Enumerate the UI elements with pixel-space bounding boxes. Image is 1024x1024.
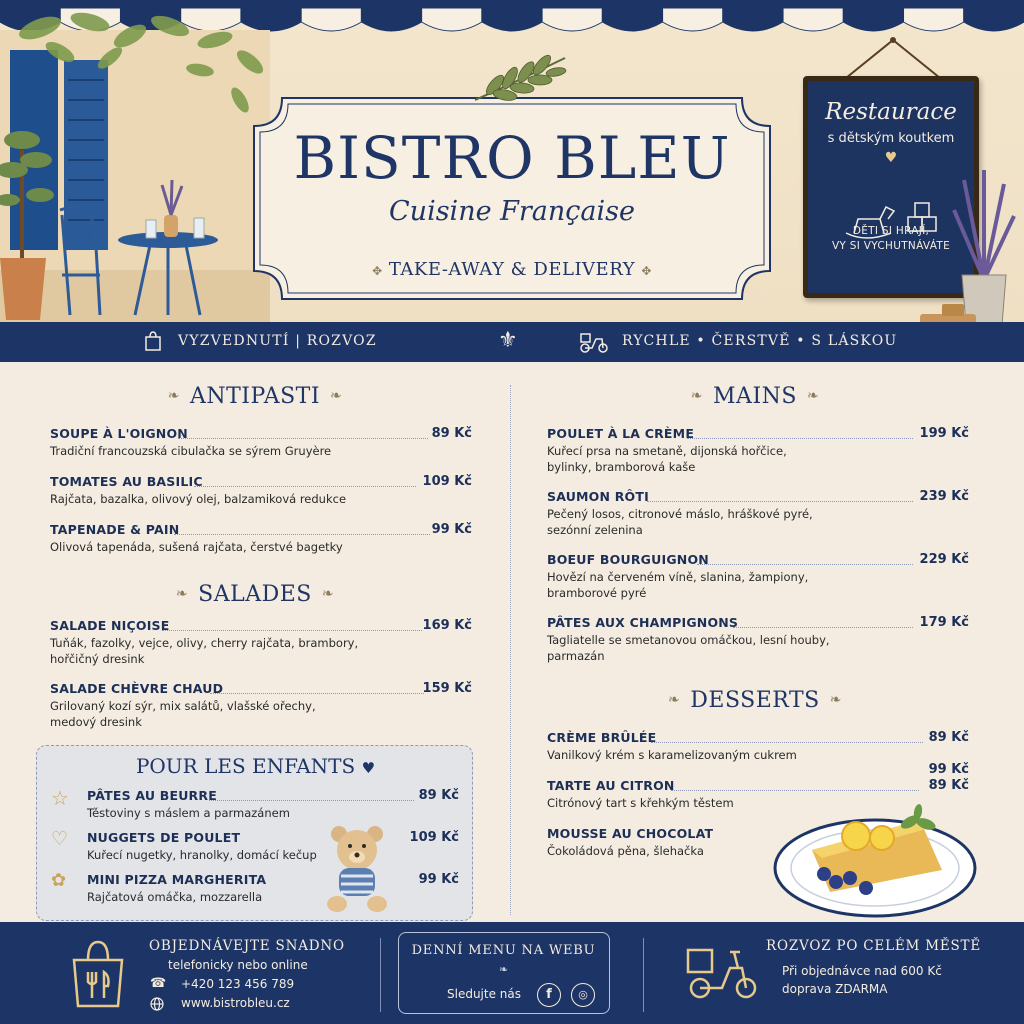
- item-name: BOEUF BOURGUIGNON: [547, 552, 709, 567]
- section-title-desserts: [620, 688, 890, 713]
- ornament-icon: ❧: [167, 388, 180, 404]
- item-name: PÂTES AU BEURRE: [87, 788, 217, 803]
- section-title-text: MAINS: [713, 384, 797, 409]
- item-description: [547, 443, 787, 475]
- strip-pickup-delivery: VYZVEDNUTÍ | ROZVOZ: [178, 333, 377, 349]
- delivery-condition: Při objednávce nad 600 Kč: [782, 964, 942, 978]
- brand-name: BISTRO BLEU: [293, 124, 731, 192]
- sign-kids-line: VY SI VYCHUTNÁVÁTE: [831, 240, 951, 252]
- item-name: TAPENADE & PAIN: [50, 522, 180, 537]
- menu-item: [50, 522, 472, 556]
- leader-dots: [671, 790, 919, 791]
- item-description: [547, 506, 813, 538]
- menu-item: [547, 730, 969, 764]
- footer-divider: [643, 938, 644, 1012]
- section-title-antipasti: [110, 384, 400, 409]
- daily-menu-box: [398, 932, 610, 1014]
- item-name: SALADE CHÈVRE CHAUD: [50, 681, 224, 696]
- item-description: Citrónový tart s křehkým těstem: [547, 796, 734, 810]
- item-description: Rajčata, bazalka, olivový olej, balzamiková redukce: [50, 492, 347, 506]
- leader-dots: [162, 630, 422, 631]
- item-name: PÂTES AUX CHAMPIGNONS: [547, 615, 739, 630]
- item-name: SOUPE À L'OIGNON: [50, 426, 188, 441]
- menu-item: [50, 474, 472, 508]
- section-title-text: POUR LES ENFANTS: [135, 754, 356, 778]
- item-price: 89 Kč: [928, 730, 969, 745]
- menu-item: [547, 615, 969, 665]
- ornament-icon: ❧: [829, 692, 842, 708]
- shopping-bag-icon: [144, 331, 162, 351]
- item-description-line: Tagliatelle se smetanovou omáčkou, lesní houby,: [547, 633, 830, 647]
- star-icon: ☆: [51, 786, 69, 810]
- item-description: Čokoládová pěna, šlehačka: [547, 844, 704, 858]
- item-price: 239 Kč: [919, 489, 969, 504]
- scooter-icon: [578, 331, 610, 353]
- menu-item: [87, 872, 459, 906]
- globe-icon: [150, 997, 164, 1011]
- delivery-scooter-icon: [686, 942, 760, 1002]
- toy-car-icon: [916, 300, 980, 322]
- item-description: [547, 569, 808, 601]
- item-description: Kuřecí nugetky, hranolky, domácí kečup: [87, 848, 317, 862]
- item-name: POULET À LA CRÈME: [547, 426, 695, 441]
- item-price: 89 Kč: [418, 788, 459, 803]
- item-price: 99 Kč: [928, 762, 969, 777]
- section-title-text: SALADES: [198, 582, 312, 607]
- item-description-line: hořčičný dresink: [50, 652, 145, 666]
- item-description: Rajčatová omáčka, mozzarella: [87, 890, 263, 904]
- item-name: CRÈME BRÛLÉE: [547, 730, 657, 745]
- item-description: Olivová tapenáda, sušená rajčata, čerstvé bagetky: [50, 540, 343, 554]
- phone-icon: ☎: [150, 976, 167, 991]
- website-link[interactable]: www.bistrobleu.cz: [181, 996, 290, 1010]
- item-description-line: bylinky, bramborová kaše: [547, 460, 696, 474]
- sign-title: Restaurace: [825, 99, 957, 125]
- heart-outline-icon: ♡: [51, 828, 69, 850]
- lemon-tart-illustration: [770, 800, 980, 920]
- menu-item: [547, 489, 969, 539]
- sign-hanger: [838, 36, 948, 81]
- item-price: 159 Kč: [422, 681, 472, 696]
- olive-branch-icon: [470, 50, 570, 105]
- facebook-icon[interactable]: f: [537, 983, 561, 1007]
- delivery-free: doprava ZDARMA: [782, 982, 888, 996]
- sign-kids-line: DĚTI SI HRAJÍ,: [852, 225, 930, 237]
- rocking-horse-icon: [836, 193, 946, 243]
- item-description-line: Grilovaný kozí sýr, mix salátů, vlašské ořechy,: [50, 699, 316, 713]
- section-title-mains: [620, 384, 890, 409]
- item-price: 199 Kč: [919, 426, 969, 441]
- ornament-icon: ❧: [806, 388, 820, 404]
- menu-item: [87, 788, 459, 822]
- item-description-line: medový dresink: [50, 715, 142, 729]
- delivery-title: ROZVOZ PO CELÉM MĚSTĚ: [766, 938, 982, 954]
- vine-leaves-decoration: [0, 0, 290, 322]
- ornament-icon: ❧: [690, 388, 704, 404]
- item-price: 89 Kč: [431, 426, 472, 441]
- item-description-line: parmazán: [547, 649, 605, 663]
- leader-dots: [647, 501, 913, 502]
- item-name: SAUMON RÔTI: [547, 489, 649, 504]
- leader-dots: [194, 486, 416, 487]
- item-name: MOUSSE AU CHOCOLAT: [547, 826, 714, 841]
- item-name: TOMATES AU BASILIC: [50, 474, 203, 489]
- brand-tagline: Cuisine Française: [389, 196, 635, 227]
- leader-dots: [687, 438, 913, 439]
- leader-dots: [697, 564, 913, 565]
- item-name: NUGGETS DE POULET: [87, 830, 241, 845]
- strip-slogan: RYCHLE • ČERSTVĚ • S LÁSKOU: [622, 333, 898, 349]
- footer: [0, 922, 1024, 1024]
- menu-item: [547, 552, 969, 602]
- menu-item: [50, 426, 472, 460]
- item-description-line: sezónní zelenina: [547, 523, 643, 537]
- menu-item: [50, 681, 472, 731]
- item-name: TARTE AU CITRON: [547, 778, 675, 793]
- service-type: [252, 259, 772, 280]
- section-title-salades: [110, 582, 400, 607]
- leader-dots: [178, 438, 428, 439]
- leader-dots: [174, 534, 430, 535]
- menu-item: [50, 618, 472, 668]
- ornament-icon: ❧: [330, 388, 343, 404]
- section-title-text: DESSERTS: [690, 688, 820, 713]
- ornament-icon: ✥: [641, 264, 652, 278]
- service-strip: [0, 322, 1024, 362]
- service-label: TAKE-AWAY & DELIVERY: [388, 259, 636, 280]
- ornament-icon: ❧: [321, 586, 335, 602]
- follow-us-label: Sledujte nás: [447, 987, 522, 1001]
- item-description: [50, 698, 316, 730]
- lavender-pot-decoration: [944, 160, 1024, 322]
- heart-icon: ♥: [361, 759, 376, 777]
- footer-divider: [380, 938, 381, 1012]
- daily-menu-title: DENNÍ MENU NA WEBU: [411, 943, 596, 958]
- ornament-icon: ❧: [668, 692, 681, 708]
- ornament-icon: ✥: [372, 264, 383, 278]
- order-subtitle: telefonicky nebo online: [168, 958, 308, 972]
- header-banner: [0, 0, 1024, 322]
- item-price: 89 Kč: [928, 778, 969, 793]
- item-name: SALADE NIÇOISE: [50, 618, 170, 633]
- item-price: 99 Kč: [431, 522, 472, 537]
- item-price: 229 Kč: [919, 552, 969, 567]
- item-description-line: Tuňák, fazolky, vejce, olivy, cherry rajčata, brambory,: [50, 636, 359, 650]
- flower-icon: ✿: [51, 870, 67, 891]
- item-description-line: Hovězí na červeném víně, slanina, žampiony,: [547, 570, 809, 584]
- phone-number[interactable]: +420 123 456 789: [181, 977, 295, 991]
- item-price: 179 Kč: [919, 615, 969, 630]
- item-description: Těstoviny s máslem a parmazánem: [87, 806, 290, 820]
- column-divider: [510, 385, 511, 915]
- item-description: Vanilkový krém s karamelizovaným cukrem: [547, 748, 797, 762]
- section-title-enfants: [37, 754, 474, 778]
- leader-dots: [733, 627, 913, 628]
- ornament-icon: ❧: [498, 963, 509, 976]
- leader-dots: [210, 693, 424, 694]
- order-title: OBJEDNÁVEJTE SNADNO: [149, 938, 345, 954]
- item-description-line: Kuřecí prsa na smetaně, dijonská hořčice,: [547, 444, 787, 458]
- ornament-icon: ❧: [175, 586, 189, 602]
- menu-item: [87, 830, 459, 864]
- teddy-bear-illustration: [319, 824, 399, 914]
- leader-dots: [209, 800, 414, 801]
- section-title-text: ANTIPASTI: [189, 384, 321, 409]
- logo-frame: [252, 96, 772, 301]
- item-price: 109 Kč: [409, 830, 459, 845]
- instagram-icon[interactable]: ◎: [571, 983, 595, 1007]
- kids-menu-box: [36, 745, 473, 921]
- item-description: [547, 632, 830, 664]
- shopping-bag-cutlery-icon: [70, 938, 126, 1008]
- item-description: Tradiční francouzská cibulačka se sýrem Gruyère: [50, 444, 332, 458]
- item-price: 169 Kč: [422, 618, 472, 633]
- fleur-de-lis-icon: ⚜: [498, 328, 518, 353]
- heart-icon: ♥: [884, 150, 898, 166]
- item-description-line: bramborové pyré: [547, 586, 647, 600]
- sign-subtitle: s dětským koutkem: [827, 131, 955, 146]
- item-price: 109 Kč: [422, 474, 472, 489]
- item-price: 99 Kč: [418, 872, 459, 887]
- menu-item: [547, 426, 969, 476]
- item-description-line: Pečený losos, citronové máslo, hráškové pyré,: [547, 507, 813, 521]
- item-name: MINI PIZZA MARGHERITA: [87, 872, 267, 887]
- leader-dots: [651, 742, 923, 743]
- item-description: [50, 635, 358, 667]
